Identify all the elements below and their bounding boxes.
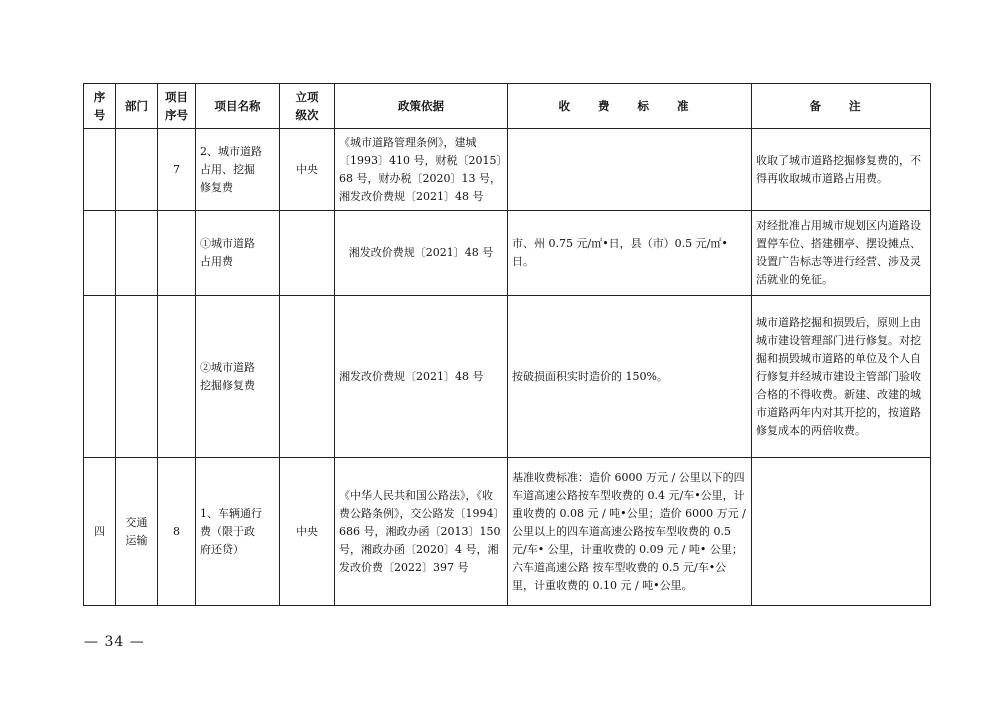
header-dept: 部门 — [116, 84, 158, 129]
cell-dept: 交通 运输 — [116, 458, 158, 606]
cell-policy: 湘发改价费规〔2021〕48 号 — [335, 296, 508, 458]
cell-level — [280, 296, 335, 458]
table-row — [84, 458, 931, 606]
cell-item-name: 2、城市道路 占用、挖掘 修复费 — [196, 129, 280, 211]
header-policy: 政策依据 — [335, 84, 508, 129]
cell-item-name: 1、车辆通行 费（限于政 府还贷） — [196, 458, 280, 606]
cell-policy: 湘发改价费规〔2021〕48 号 — [335, 211, 508, 296]
header-item-no: 项目 序号 — [158, 84, 196, 129]
header-level: 立项 级次 — [280, 84, 335, 129]
cell-level: 中央 — [280, 129, 335, 211]
header-remarks: 备 注 — [752, 84, 931, 129]
fee-table — [83, 83, 931, 606]
header-standard: 收 费 标 准 — [508, 84, 752, 129]
cell-dept — [116, 296, 158, 458]
cell-dept — [116, 129, 158, 211]
cell-seq — [84, 211, 116, 296]
cell-policy: 《城市道路管理条例》，建城〔1993〕410 号，财税〔2015〕68 号，财办税〔2020〕13 号，湘发改价费规〔2021〕48 号 — [335, 129, 508, 211]
cell-standard: 按破损面积实时造价的 150%。 — [508, 296, 752, 458]
cell-standard: 市、州 0.75 元/㎡•日，县（市）0.5 元/㎡•日。 — [508, 211, 752, 296]
cell-item-no: 7 — [158, 129, 196, 211]
header-item-name: 项目名称 — [196, 84, 280, 129]
cell-item-no — [158, 296, 196, 458]
fee-table-container — [83, 83, 930, 606]
cell-level — [280, 211, 335, 296]
cell-dept — [116, 211, 158, 296]
cell-standard: 基准收费标准：造价 6000 万元 / 公里以下的四车道高速公路按车型收费的 0.4 元/车•公里，计重收费的 0.08 元 / 吨•公里；造价 6000 万元 / 公里以上的四车道高速公路按车型收费的 0.5 元/车• 公里，计重收费的 0.09 元 / 吨• 公里； 六车道高速公路 按车型收费的 0.5 元/车•公里，计重收费的 0.10 元 / 吨•公里。 — [508, 458, 752, 606]
cell-seq — [84, 296, 116, 458]
cell-item-name: ②城市道路 挖掘修复费 — [196, 296, 280, 458]
cell-policy: 《中华人民共和国公路法》，《收费公路条例》，交公路发〔1994〕686 号，湘政办函〔2013〕150 号，湘政办函〔2020〕4 号，湘发改价费〔2022〕397 号 — [335, 458, 508, 606]
header-seq: 序 号 — [84, 84, 116, 129]
cell-remarks: 收取了城市道路挖掘修复费的，不得再收取城市道路占用费。 — [752, 129, 931, 211]
table-row — [84, 211, 931, 296]
cell-remarks: 城市道路挖掘和损毁后，原则上由城市建设管理部门进行修复。对挖掘和损毁城市道路的单位及个人自行修复并经城市建设主管部门验收合格的不得收费。新建、改建的城市道路两年内对其开挖的，按道路修复成本的两倍收费。 — [752, 296, 931, 458]
cell-level: 中央 — [280, 458, 335, 606]
cell-item-no — [158, 211, 196, 296]
cell-item-name: ①城市道路 占用费 — [196, 211, 280, 296]
cell-item-no: 8 — [158, 458, 196, 606]
cell-remarks — [752, 458, 931, 606]
cell-standard — [508, 129, 752, 211]
cell-seq: 四 — [84, 458, 116, 606]
table-row — [84, 129, 931, 211]
cell-remarks: 对经批准占用城市规划区内道路设置停车位、搭建棚亭、摆设摊点、设置广告标志等进行经营、涉及灵活就业的免征。 — [752, 211, 931, 296]
page-number: — 34 — — [84, 634, 145, 650]
table-row — [84, 296, 931, 458]
cell-seq — [84, 129, 116, 211]
table-header-row — [84, 84, 931, 129]
